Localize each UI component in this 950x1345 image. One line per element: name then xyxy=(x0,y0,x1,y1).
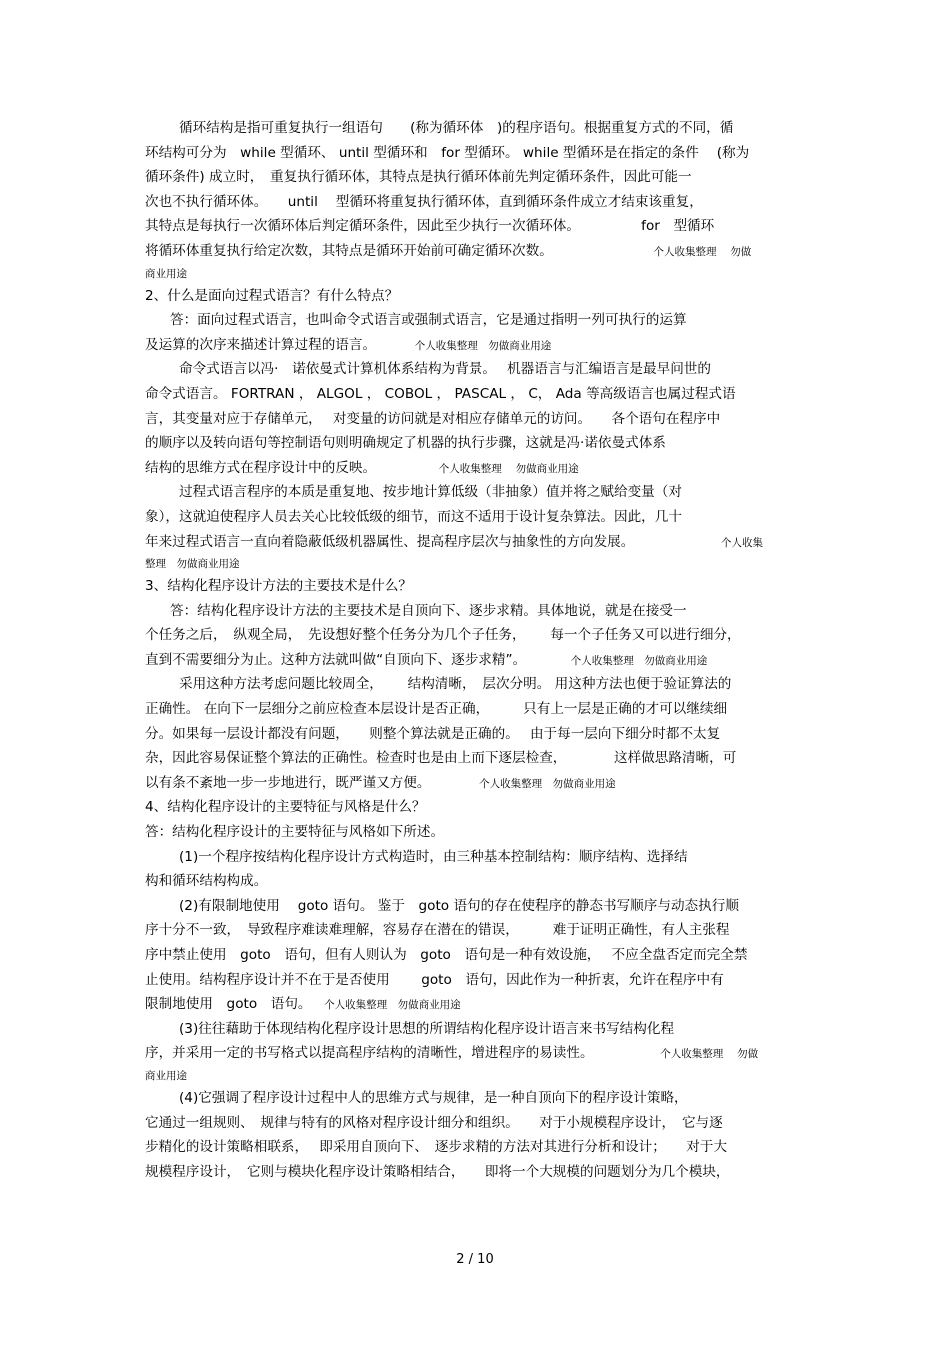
para1-note: 个人收集整理 勿做 xyxy=(653,245,752,258)
para1-line-1: 循环结构是指可重复执行一组语句 (称为循环体 )的程序语句。根据重复方式的不同，循 xyxy=(179,120,734,136)
q3-p2-note: 个人收集整理 勿做商业用途 xyxy=(479,777,616,790)
q4-item2-line-4: 止使用。结构程序设计并不在于是否使用 goto 语句，因此作为一种折衷，允许在程序中有 xyxy=(145,971,724,988)
q4-item2-line-5-text: 限制地使用 goto 语句。 xyxy=(145,996,312,1013)
q2-p1-line-1: 答：面向过程式语言，也叫命令式语言或强制式语言，它是通过指明一列可执行的运算 xyxy=(170,312,687,329)
q4-item2-note: 个人收集整理 勿做商业用途 xyxy=(324,999,461,1012)
q2-p3-line-2: 象），这就迫使程序人员去关心比较低级的细节，而这不适用于设计复杂算法。因此，几十 xyxy=(145,508,682,525)
q2-p3-line-3 xyxy=(145,530,807,555)
q4-item3-line-2-text: 序，并采用一定的书写格式以提高程序结构的清晰性，增进程序的易读性。 xyxy=(145,1045,594,1062)
q2-p2-line-5-text: 结构的思维方式在程序设计中的反映。 xyxy=(145,459,377,476)
q3-p1-note: 个人收集整理 勿做商业用途 xyxy=(570,654,708,667)
q2-p3-note: 个人收集 xyxy=(721,536,764,549)
q2-p2-line-4: 的顺序以及转向语句等控制语句则明确规定了机器的执行步骤，这就是冯·诺依曼式体系 xyxy=(145,435,666,452)
q2-p2-line-2: 命令式语言。 FORTRAN ， ALGOL ， COBOL ， PASCAL ， C， Ada 等高级语言也属过程式语 xyxy=(145,385,736,402)
q4-item2-line-3: 序中禁止使用 goto 语句，但有人则认为 goto 语句是一种有效设施， 不应全盘否定而完全禁 xyxy=(145,947,748,963)
q4-item3-note-tail: 商业用途 xyxy=(145,1069,187,1082)
para1-line-2: 环结构可分为 while 型循环、 until 型循环和 for 型循环。 while 型循环是在指定的条件 (称为 xyxy=(145,144,750,161)
q4-item1-line-2: 构和循环结构构成。 xyxy=(145,873,268,890)
q3-p1-line-3 xyxy=(145,648,807,673)
q3-p2-line-4: 杂，因此容易保证整个算法的正确性。检查时也是由上而下逐层检查， 这样做思路清晰，可 xyxy=(145,750,737,767)
q2-p2-note: 个人收集整理 勿做商业用途 xyxy=(438,462,579,475)
q2-p2-line-5 xyxy=(145,456,807,481)
q2-p1-note: 个人收集整理 勿做商业用途 xyxy=(414,339,552,352)
q4-item4-line-3: 步精化的设计策略相联系， 即采用自顶向下、 逐步求精的方法对其进行分析和设计； 对于大 xyxy=(145,1139,728,1156)
q4-answer-intro: 答：结构化程序设计的主要特征与风格如下所述。 xyxy=(145,824,445,841)
para1-line-6 xyxy=(145,239,807,264)
q4-item3-note: 个人收集整理 勿做 xyxy=(660,1048,759,1061)
q4-item4-line-1: (4)它强调了程序设计过程中人的思维方式与规律，是一种自顶向下的程序设计策略， xyxy=(179,1089,688,1106)
document-body xyxy=(145,116,807,1184)
para1-line-3: 循环条件) 成立时， 重复执行循环体，其特点是执行循环体前先判定循环条件，因此可能一 xyxy=(145,169,692,186)
q4-item2-line-1: (2)有限制地使用 goto 语句。 鉴于 goto 语句的存在使程序的静态书写顺序与动态执行顺 xyxy=(179,897,739,914)
q4-item1-line-1: (1)一个程序按结构化程序设计方式构造时，由三种基本控制结构：顺序结构、选择结 xyxy=(179,848,688,865)
q2-p3-line-1: 过程式语言程序的本质是重复地、按步地计算低级（非抽象）值并将之赋给变量（对 xyxy=(179,484,682,501)
q3-p2-line-5 xyxy=(145,771,807,796)
q3-p1-line-1: 答：结构化程序设计方法的主要技术是自顶向下、逐步求精。具体地说，就是在接受一 xyxy=(170,602,687,619)
q3-p2-line-2: 正确性。 在向下一层细分之前应检查本层设计是否正确， 只有上一层是正确的才可以继续细 xyxy=(145,701,728,718)
q2-heading: 2、什么是面向过程式语言？有什么特点？ xyxy=(145,287,399,304)
q4-heading: 4、结构化程序设计的主要特征与风格是什么？ xyxy=(145,799,426,816)
para1-line-6-text: 将循环体重复执行给定次数，其特点是循环开始前可确定循环次数。 xyxy=(145,242,553,259)
q2-p2-line-1: 命令式语言以冯· 诺依曼式计算机体系结构为背景。 机器语言与汇编语言是最早问世的 xyxy=(179,361,711,378)
para1-note-tail: 商业用途 xyxy=(145,267,187,280)
q2-p3-line-3-text: 年来过程式语言一直向着隐蔽低级机器属性、提高程序层次与抽象性的方向发展。 xyxy=(145,533,635,550)
q4-item2-line-5 xyxy=(145,992,807,1017)
para1-line-5: 其特点是每执行一次循环体后判定循环条件，因此至少执行一次循环体。 for 型循环 xyxy=(145,218,715,235)
q2-p1-line-2-text: 及运算的次序来描述计算过程的语言。 xyxy=(145,336,377,353)
q3-p1-line-3-text: 直到不需要细分为止。这种方法就叫做“自顶向下、逐步求精”。 xyxy=(145,651,527,668)
q4-item2-line-2: 序十分不一致， 导致程序难读难理解，容易存在潜在的错误， 难于证明正确性，有人主张程 xyxy=(145,922,730,939)
q4-item3-line-1: (3)往往藉助于体现结构化程序设计思想的所谓结构化程序设计语言来书写结构化程 xyxy=(179,1020,675,1037)
q3-p2-line-1: 采用这种方法考虑问题比较周全， 结构清晰， 层次分明。 用这种方法也便于验证算法的 xyxy=(179,676,732,693)
q4-item4-line-4: 规模程序设计， 它则与模块化程序设计策略相结合， 即将一个大规模的问题划分为几个模块， xyxy=(145,1163,730,1180)
q3-p2-line-3: 分。如果每一层设计都没有问题， 则整个算法就是正确的。 由于每一层向下细分时都不太复 xyxy=(145,725,721,742)
q3-heading: 3、结构化程序设计方法的主要技术是什么？ xyxy=(145,578,412,595)
q3-p2-line-5-text: 以有条不紊地一步一步地进行，既严谨又方便。 xyxy=(145,774,431,791)
q3-p1-line-2: 个任务之后， 纵观全局， 先设想好整个任务分为几个子任务， 每一个子任务又可以进行细分， xyxy=(145,627,741,644)
q4-item4-line-2: 它通过一组规则、 规律与特有的风格对程序设计细分和组织。 对于小规模程序设计， 它与逐 xyxy=(145,1114,723,1131)
page-number: 2 / 10 xyxy=(456,1252,494,1267)
q4-item3-line-2 xyxy=(145,1041,807,1066)
q2-p2-line-3: 言，其变量对应于存储单元， 对变量的访问就是对相应存储单元的访问。 各个语句在程序中 xyxy=(145,410,721,427)
para1-line-4: 次也不执行循环体。 until 型循环将重复执行循环体，直到循环条件成立才结束该重复， xyxy=(145,193,703,210)
q2-p3-note-tail: 整理 勿做商业用途 xyxy=(145,558,240,571)
q2-p1-line-2 xyxy=(145,333,807,358)
